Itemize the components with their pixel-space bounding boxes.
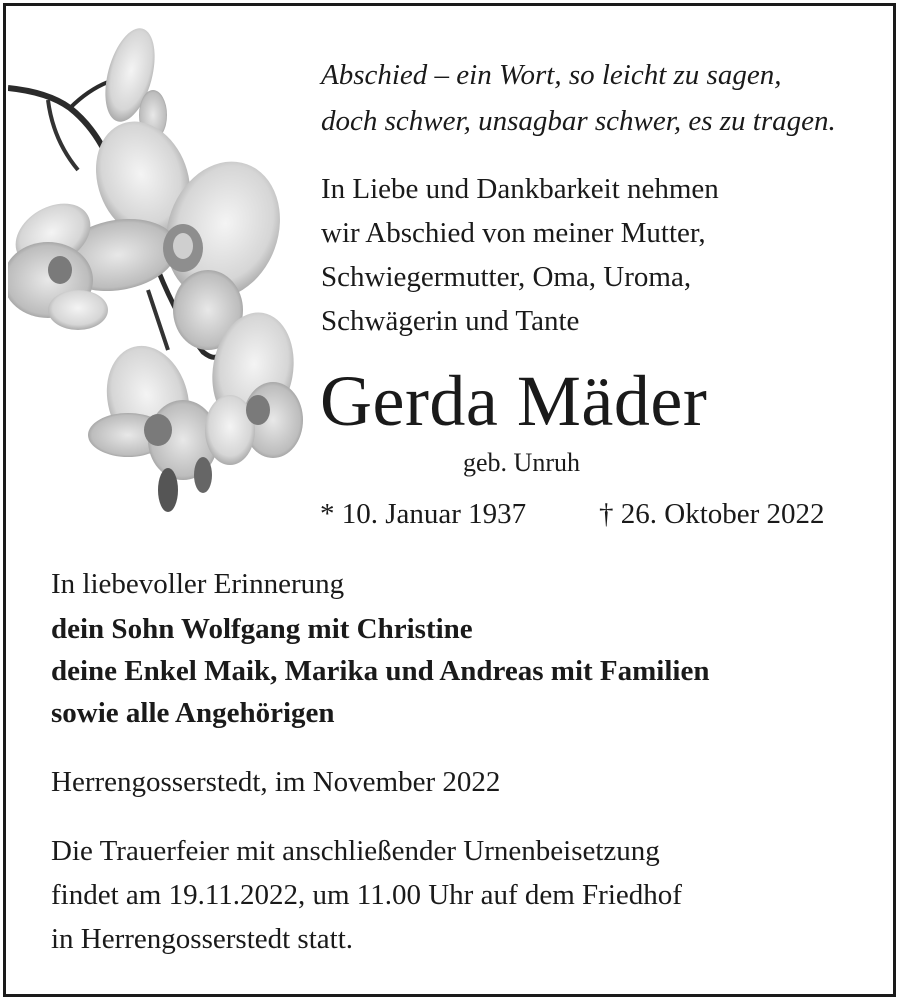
funeral-service-info [51, 829, 682, 961]
deceased-name: Gerda Mäder [320, 361, 708, 441]
death-date: † 26. Oktober 2022 [599, 498, 825, 530]
place-date: Herrengosserstedt, im November 2022 [51, 766, 501, 798]
service-line: findet am 19.11.2022, um 11.00 Uhr auf dem Friedhof [51, 879, 682, 911]
service-line: in Herrengosserstedt statt. [51, 923, 354, 955]
motto-line: doch schwer, unsagbar schwer, es zu tragen. [321, 105, 836, 137]
intro-line: In Liebe und Dankbarkeit nehmen [321, 173, 719, 205]
motto-line: Abschied – ein Wort, so leicht zu sagen, [321, 59, 782, 91]
intro-text [321, 167, 719, 343]
intro-line: wir Abschied von meiner Mutter, [321, 217, 706, 249]
motto-verse [321, 52, 836, 144]
service-line: Die Trauerfeier mit anschließender Urnenbeisetzung [51, 835, 660, 867]
mourner-line: dein Sohn Wolfgang mit Christine [51, 613, 473, 645]
orchid-image [8, 20, 308, 520]
memory-intro: In liebevoller Erinnerung [51, 568, 345, 600]
mourner-line: deine Enkel Maik, Marika und Andreas mit Familien [51, 655, 710, 687]
intro-line: Schwiegermutter, Oma, Uroma, [321, 261, 692, 293]
intro-line: Schwägerin und Tante [321, 305, 580, 337]
birth-name: geb. Unruh [463, 448, 580, 477]
birth-date: * 10. Januar 1937 [320, 498, 527, 530]
mourner-line: sowie alle Angehörigen [51, 697, 335, 729]
